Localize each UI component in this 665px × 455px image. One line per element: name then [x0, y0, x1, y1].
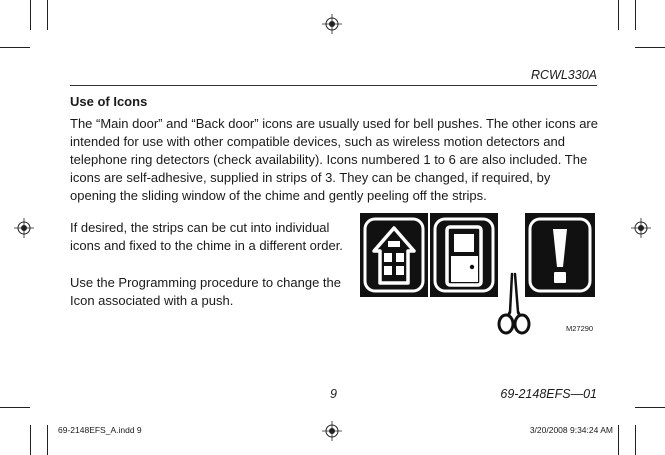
door-icon: [430, 213, 498, 297]
scissors-icon: [494, 272, 534, 338]
crop-mark: [618, 425, 619, 455]
crop-mark: [635, 47, 665, 48]
paragraph-programming: Use the Programming procedure to change the Icon associated with a push.: [70, 275, 341, 308]
figure-reference: M27290: [566, 324, 594, 333]
crop-mark: [30, 0, 31, 30]
slug-filename: 69-2148EFS_A.indd 9: [58, 425, 142, 435]
crop-mark: [0, 47, 30, 48]
crop-mark: [635, 407, 665, 408]
icon-tile-house: [360, 213, 428, 297]
paragraph-icons-intro: The “Main door” and “Back door” icons are usually used for bell pushes. The other icons are intended for use with other compatible devices, such as wireless motion detectors and telephone ring detectors (check availability). Icons numbered 1 to 6 are also included. The icons are self-adhesive, supplied in strips of 3. They can be changed, if required, by opening the sliding window of the chime and gently peeling off the strips.: [70, 116, 598, 203]
icon-tile-door: [430, 213, 498, 297]
registration-mark-right: [631, 218, 651, 238]
paragraph-cutting-strips: If desired, the strips can be cut into individual icons and fixed to the chime in a different order.: [70, 220, 343, 253]
crop-mark: [47, 425, 48, 455]
crop-mark: [47, 0, 48, 30]
registration-mark-top: [322, 14, 342, 34]
icon-tile-exclamation: [525, 213, 595, 297]
registration-mark-bottom: [322, 421, 342, 441]
registration-mark-left: [14, 218, 34, 238]
house-icon: [360, 213, 428, 297]
crop-mark: [30, 425, 31, 455]
crop-mark: [618, 0, 619, 30]
page-number: 9: [330, 387, 337, 401]
crop-mark: [635, 0, 636, 30]
document-number: 69-2148EFS—01: [500, 387, 597, 401]
crop-mark: [635, 425, 636, 455]
model-number: RCWL330A: [531, 68, 597, 82]
crop-mark: [0, 407, 30, 408]
header-rule: [70, 85, 597, 86]
slug-timestamp: 3/20/2008 9:34:24 AM: [529, 425, 613, 435]
section-heading: Use of Icons: [70, 94, 148, 109]
exclamation-icon: [525, 213, 595, 297]
